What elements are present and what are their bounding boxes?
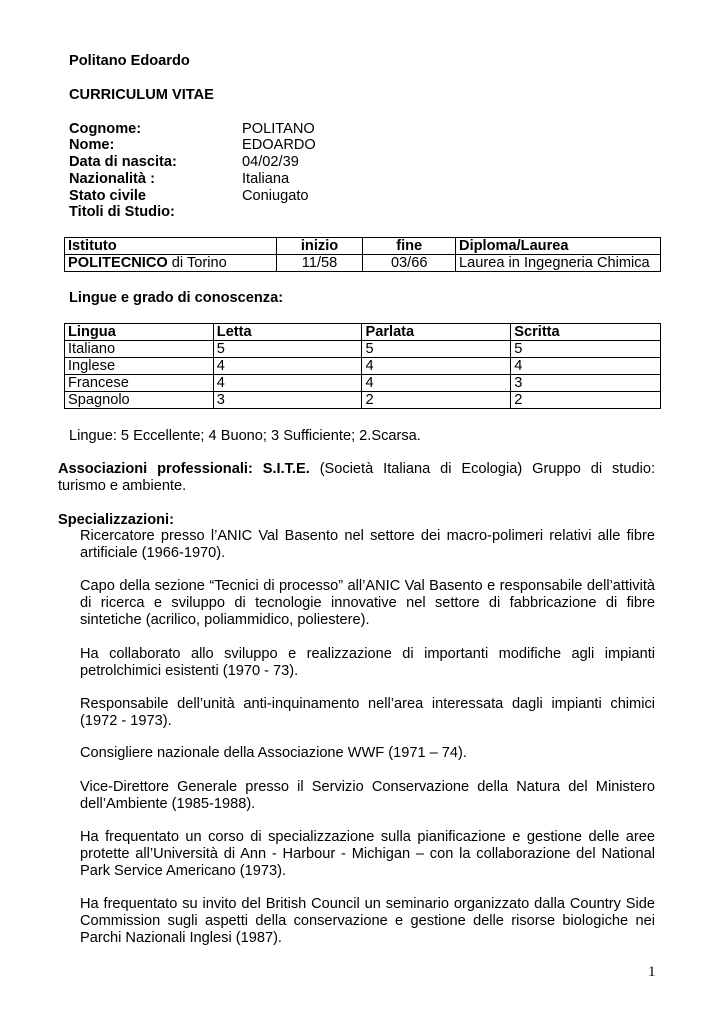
cell-language: Spagnolo <box>65 392 214 409</box>
specialization-item <box>80 528 655 562</box>
cell-read: 4 <box>213 358 362 375</box>
table-row <box>65 341 661 358</box>
value-birth-date: 04/02/39 <box>242 154 299 170</box>
languages-legend: Lingue: 5 Eccellente; 4 Buono; 3 Sufficiente; 2.Scarsa. <box>69 428 421 444</box>
paragraph-line: (1972 - 1973). <box>80 713 172 729</box>
specialization-item <box>80 646 655 680</box>
cell-written: 2 <box>511 392 661 409</box>
paragraph-line: di ricerca e sviluppo di tecnologie innovative nel settore di fabbricazione di fibre <box>80 595 655 611</box>
paragraph-line: Ha collaborato allo sviluppo e realizzazione di importanti modifiche agli impianti <box>80 646 655 662</box>
table-row <box>65 255 661 272</box>
cell-written: 3 <box>511 375 661 392</box>
cell-start: 11/58 <box>276 255 363 272</box>
specialization-item <box>80 578 655 629</box>
header-written: Scritta <box>511 324 661 341</box>
specialization-item <box>80 745 655 762</box>
associations-text: (Società Italiana di Ecologia) Gruppo di studio: <box>319 461 655 477</box>
institute-city: di Torino <box>167 255 227 271</box>
languages-table <box>64 323 661 409</box>
table-row <box>65 358 661 375</box>
label-surname: Cognome: <box>69 121 142 137</box>
header-institute: Istituto <box>65 238 277 255</box>
cell-spoken: 2 <box>362 392 511 409</box>
paragraph-line: Ricercatore presso l’ANIC Val Basento nel settore dei macro-polimeri relativi alle fibre <box>80 528 655 544</box>
paragraph-line: Parchi Nazionali Inglesi (1987). <box>80 930 282 946</box>
paragraph-line: protette all’Università di Ann - Harbour - Michigan – con la collaborazione del National <box>80 846 655 862</box>
cell-degree: Laurea in Ingegneria Chimica <box>456 255 661 272</box>
paragraph-line: petrolchimici esistenti (1970 - 73). <box>80 663 299 679</box>
header-degree: Diploma/Laurea <box>456 238 661 255</box>
associations-label: Associazioni professionali: S.I.T.E. <box>58 461 310 477</box>
label-birth-date: Data di nascita: <box>69 154 177 170</box>
cell-written: 5 <box>511 341 661 358</box>
header-language: Lingua <box>65 324 214 341</box>
label-education-titles: Titoli di Studio: <box>69 204 175 220</box>
value-nationality: Italiana <box>242 171 290 187</box>
cell-institute <box>65 255 277 272</box>
paragraph-line: Vice-Direttore Generale presso il Servizio Conservazione della Natura del Ministero <box>80 779 655 795</box>
paragraph-line: sintetiche (acrilico, poliammidico, poliestere). <box>80 612 370 628</box>
cell-read: 3 <box>213 392 362 409</box>
value-first-name: EDOARDO <box>242 137 316 153</box>
cell-language: Italiano <box>65 341 214 358</box>
table-row <box>65 375 661 392</box>
specialization-item <box>80 896 655 947</box>
cell-spoken: 5 <box>362 341 511 358</box>
institute-name: POLITECNICO <box>68 255 168 271</box>
specializations-title: Specializzazioni: <box>58 512 174 528</box>
paragraph-line: dell’Ambiente (1985-1988). <box>80 796 256 812</box>
associations-line <box>58 461 655 478</box>
label-marital-status: Stato civile <box>69 188 147 204</box>
specialization-item <box>80 829 655 880</box>
specialization-item <box>80 779 655 813</box>
header-read: Letta <box>213 324 362 341</box>
cell-end: 03/66 <box>363 255 456 272</box>
paragraph-line: Capo della sezione “Tecnici di processo” all’ANIC Val Basento e responsabile dell’attività <box>80 578 655 594</box>
associations-text-continued: turismo e ambiente. <box>58 478 187 494</box>
specialization-item <box>80 696 655 730</box>
value-marital-status: Coniugato <box>242 188 309 204</box>
education-table <box>64 237 661 272</box>
label-nationality: Nazionalità : <box>69 171 155 187</box>
paragraph-line: Consigliere nazionale della Associazione WWF (1971 – 74). <box>80 745 467 761</box>
cell-language: Inglese <box>65 358 214 375</box>
header-end: fine <box>363 238 456 255</box>
table-row <box>65 392 661 409</box>
header-start: inizio <box>276 238 363 255</box>
cell-read: 5 <box>213 341 362 358</box>
cell-read: 4 <box>213 375 362 392</box>
table-header-row <box>65 324 661 341</box>
cell-written: 4 <box>511 358 661 375</box>
paragraph-line: Responsabile dell’unità anti-inquinamento nell’area interessata dagli impianti chimici <box>80 696 655 712</box>
author-name: Politano Edoardo <box>69 53 190 69</box>
languages-title: Lingue e grado di conoscenza: <box>69 290 284 306</box>
paragraph-line: artificiale (1966-1970). <box>80 545 226 561</box>
header-spoken: Parlata <box>362 324 511 341</box>
document-title: CURRICULUM VITAE <box>69 87 214 103</box>
cell-language: Francese <box>65 375 214 392</box>
label-first-name: Nome: <box>69 137 115 153</box>
cell-spoken: 4 <box>362 358 511 375</box>
page-number: 1 <box>648 964 656 980</box>
value-surname: POLITANO <box>242 121 315 137</box>
paragraph-line: Ha frequentato su invito del British Council un seminario organizzato dalla Country Side <box>80 896 655 912</box>
paragraph-line: Park Service Americano (1973). <box>80 863 287 879</box>
paragraph-line: Commission sugli aspetti della conservazione e gestione delle risorse biologiche nei <box>80 913 655 929</box>
cell-spoken: 4 <box>362 375 511 392</box>
paragraph-line: Ha frequentato un corso di specializzazione sulla pianificazione e gestione delle aree <box>80 829 655 845</box>
table-header-row <box>65 238 661 255</box>
